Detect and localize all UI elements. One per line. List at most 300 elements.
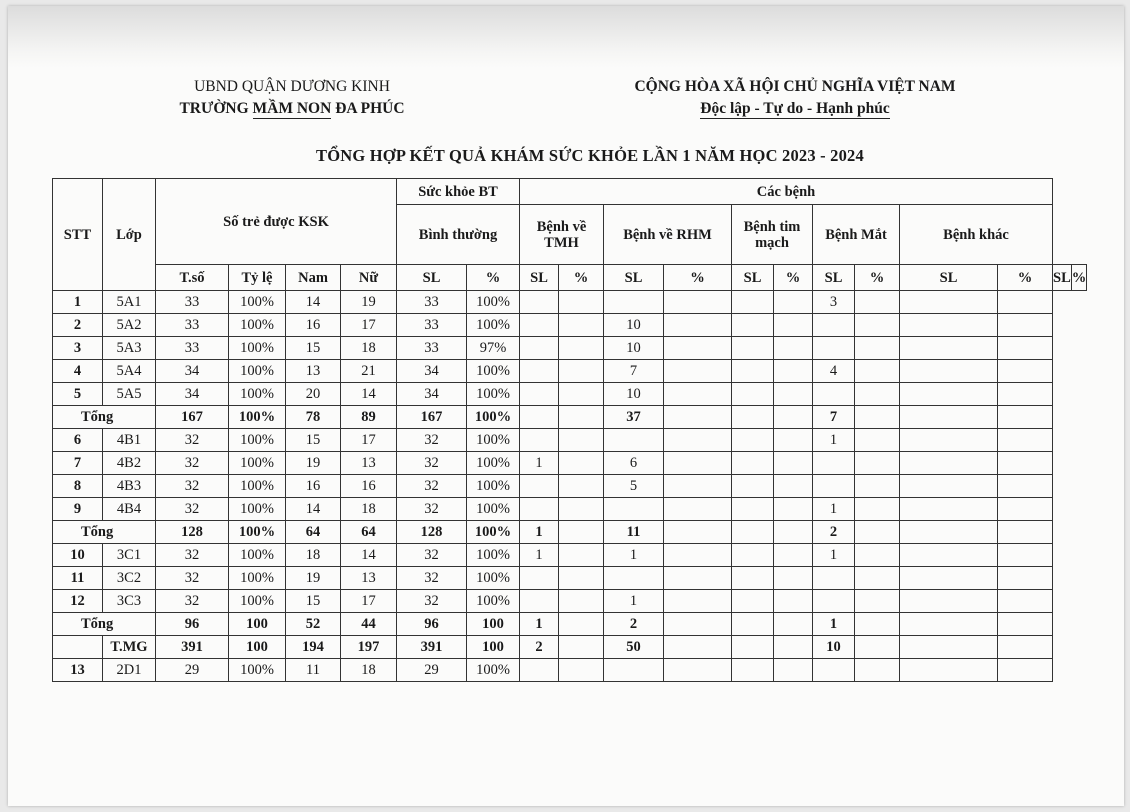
table-cell xyxy=(732,337,774,360)
table-cell xyxy=(732,429,774,452)
table-cell xyxy=(664,383,732,406)
table-row xyxy=(53,452,1087,475)
table-cell: 10 xyxy=(604,337,664,360)
table-cell: 100% xyxy=(229,429,286,452)
table-row xyxy=(53,406,1087,429)
table-cell xyxy=(855,498,900,521)
table-cell xyxy=(559,452,604,475)
table-cell xyxy=(998,659,1053,682)
table-cell: 100 xyxy=(467,636,520,659)
table-cell: 21 xyxy=(341,360,397,383)
table-cell: 4B2 xyxy=(103,452,156,475)
table-cell: 29 xyxy=(397,659,467,682)
table-cell: 33 xyxy=(156,291,229,314)
table-cell xyxy=(520,429,559,452)
table-cell xyxy=(900,659,998,682)
table-cell: 34 xyxy=(397,383,467,406)
table-cell: 89 xyxy=(341,406,397,429)
table-cell: 10 xyxy=(604,383,664,406)
table-cell: 34 xyxy=(397,360,467,383)
table-cell xyxy=(664,544,732,567)
table-cell xyxy=(774,429,813,452)
table-cell: 2 xyxy=(53,314,103,337)
table-cell xyxy=(559,636,604,659)
table-cell xyxy=(774,521,813,544)
table-cell: 4B1 xyxy=(103,429,156,452)
table-cell xyxy=(559,429,604,452)
table-cell: 18 xyxy=(286,544,341,567)
table-cell: 32 xyxy=(397,498,467,521)
table-cell xyxy=(813,659,855,682)
table-cell xyxy=(900,429,998,452)
col-header-skbt: Sức khỏe BT xyxy=(397,179,520,205)
table-cell xyxy=(900,521,998,544)
table-cell xyxy=(813,475,855,498)
table-cell: 19 xyxy=(341,291,397,314)
table-cell xyxy=(732,613,774,636)
table-cell: 32 xyxy=(397,475,467,498)
table-row xyxy=(53,659,1087,682)
table-cell xyxy=(732,383,774,406)
table-cell: 7 xyxy=(604,360,664,383)
table-cell xyxy=(900,383,998,406)
col-header-sl: SL xyxy=(813,265,855,291)
table-cell: 19 xyxy=(286,567,341,590)
table-cell xyxy=(774,659,813,682)
table-cell: 4B4 xyxy=(103,498,156,521)
table-cell: 32 xyxy=(397,567,467,590)
table-cell xyxy=(998,636,1053,659)
table-cell: 100% xyxy=(229,360,286,383)
table-cell xyxy=(855,360,900,383)
table-cell xyxy=(559,521,604,544)
table-cell: 1 xyxy=(813,544,855,567)
table-cell: 100% xyxy=(229,406,286,429)
table-cell: 32 xyxy=(156,429,229,452)
table-cell: 194 xyxy=(286,636,341,659)
table-cell: 17 xyxy=(341,429,397,452)
table-cell xyxy=(900,590,998,613)
table-cell xyxy=(855,659,900,682)
table-cell: 14 xyxy=(286,291,341,314)
table-cell: 17 xyxy=(341,314,397,337)
table-cell: 32 xyxy=(397,590,467,613)
table-cell: 100% xyxy=(229,291,286,314)
table-cell: 32 xyxy=(397,452,467,475)
table-cell xyxy=(604,291,664,314)
table-cell xyxy=(774,337,813,360)
table-cell: 5A5 xyxy=(103,383,156,406)
table-cell: 2 xyxy=(520,636,559,659)
col-header-rhm: Bệnh về RHM xyxy=(604,205,732,265)
table-cell xyxy=(664,636,732,659)
table-cell xyxy=(998,475,1053,498)
table-cell xyxy=(998,613,1053,636)
table-cell: 33 xyxy=(156,337,229,360)
table-cell xyxy=(900,475,998,498)
table-cell xyxy=(664,360,732,383)
table-cell: 100% xyxy=(229,567,286,590)
col-header-sl: SL xyxy=(1053,265,1072,291)
table-cell xyxy=(559,659,604,682)
table-cell xyxy=(732,475,774,498)
table-cell xyxy=(520,337,559,360)
table-cell xyxy=(520,498,559,521)
col-header-tyle: Tỷ lệ xyxy=(229,265,286,291)
table-cell xyxy=(732,291,774,314)
table-cell xyxy=(664,567,732,590)
table-cell: 100% xyxy=(467,406,520,429)
table-cell: 167 xyxy=(397,406,467,429)
table-cell: 7 xyxy=(813,406,855,429)
table-cell xyxy=(774,475,813,498)
table-row xyxy=(53,613,1087,636)
table-cell xyxy=(732,452,774,475)
table-cell: 3C2 xyxy=(103,567,156,590)
table-cell xyxy=(855,475,900,498)
col-header-pct: % xyxy=(774,265,813,291)
table-cell: 11 xyxy=(53,567,103,590)
table-cell xyxy=(664,429,732,452)
table-cell: 5A1 xyxy=(103,291,156,314)
table-cell: 32 xyxy=(397,544,467,567)
table-cell: 14 xyxy=(286,498,341,521)
table-cell: 15 xyxy=(286,429,341,452)
col-header-tim-mach: Bệnh tim mạch xyxy=(732,205,813,265)
table-cell: 2D1 xyxy=(103,659,156,682)
table-cell: 5 xyxy=(53,383,103,406)
table-cell: 32 xyxy=(156,544,229,567)
table-cell: 100% xyxy=(467,498,520,521)
table-cell: 100% xyxy=(467,475,520,498)
table-cell xyxy=(559,291,604,314)
table-cell: 5A3 xyxy=(103,337,156,360)
table-cell: Tổng xyxy=(53,613,156,636)
table-cell: 8 xyxy=(53,475,103,498)
table-cell xyxy=(664,406,732,429)
table-cell xyxy=(855,452,900,475)
table-cell xyxy=(664,659,732,682)
table-cell: 33 xyxy=(397,314,467,337)
table-cell: 78 xyxy=(286,406,341,429)
col-header-sl: SL xyxy=(604,265,664,291)
table-cell xyxy=(813,383,855,406)
table-cell xyxy=(998,291,1053,314)
table-cell: 100% xyxy=(467,291,520,314)
table-cell: 33 xyxy=(156,314,229,337)
table-cell: 32 xyxy=(156,590,229,613)
table-cell xyxy=(998,521,1053,544)
table-cell xyxy=(998,452,1053,475)
table-cell: 1 xyxy=(520,521,559,544)
table-row xyxy=(53,291,1087,314)
col-header-pct: % xyxy=(559,265,604,291)
table-cell: 32 xyxy=(156,567,229,590)
table-cell: 100% xyxy=(229,337,286,360)
table-cell xyxy=(559,406,604,429)
table-cell: 64 xyxy=(286,521,341,544)
table-cell xyxy=(664,613,732,636)
table-cell: 1 xyxy=(520,544,559,567)
table-row xyxy=(53,475,1087,498)
table-cell xyxy=(520,590,559,613)
document-title: TỔNG HỢP KẾT QUẢ KHÁM SỨC KHỎE LẦN 1 NĂM HỌC 2023 - 2024 xyxy=(316,146,864,165)
table-cell: 4B3 xyxy=(103,475,156,498)
table-cell: 15 xyxy=(286,337,341,360)
table-cell xyxy=(855,590,900,613)
table-cell xyxy=(664,452,732,475)
table-cell: 19 xyxy=(286,452,341,475)
col-header-pct: % xyxy=(467,265,520,291)
table-cell xyxy=(813,567,855,590)
table-cell xyxy=(732,636,774,659)
table-cell: 32 xyxy=(397,429,467,452)
table-cell: 100% xyxy=(229,498,286,521)
table-row xyxy=(53,337,1087,360)
col-header-sl: SL xyxy=(900,265,998,291)
table-cell: Tổng xyxy=(53,521,156,544)
table-cell: 32 xyxy=(156,498,229,521)
table-cell xyxy=(732,498,774,521)
table-cell: 5A2 xyxy=(103,314,156,337)
table-cell xyxy=(855,314,900,337)
table-cell: 13 xyxy=(53,659,103,682)
table-cell: 3 xyxy=(813,291,855,314)
col-header-pct: % xyxy=(998,265,1053,291)
table-cell: 3C1 xyxy=(103,544,156,567)
table-cell: 100% xyxy=(467,590,520,613)
table-cell: 128 xyxy=(156,521,229,544)
table-cell xyxy=(900,544,998,567)
table-cell xyxy=(732,659,774,682)
table-cell xyxy=(998,314,1053,337)
col-header-lop: Lớp xyxy=(103,179,156,291)
table-cell xyxy=(520,659,559,682)
table-cell: 1 xyxy=(520,452,559,475)
table-cell xyxy=(559,567,604,590)
table-cell xyxy=(732,544,774,567)
table-cell xyxy=(855,613,900,636)
table-cell: 32 xyxy=(156,452,229,475)
table-cell: 13 xyxy=(286,360,341,383)
table-cell xyxy=(900,314,998,337)
table-cell xyxy=(732,360,774,383)
table-cell xyxy=(774,406,813,429)
table-cell: 10 xyxy=(813,636,855,659)
table-cell: 100% xyxy=(467,659,520,682)
table-cell xyxy=(520,383,559,406)
table-cell xyxy=(998,567,1053,590)
table-cell xyxy=(900,452,998,475)
table-cell: 10 xyxy=(53,544,103,567)
table-cell: 2 xyxy=(813,521,855,544)
table-cell: 33 xyxy=(397,291,467,314)
table-cell: 1 xyxy=(53,291,103,314)
table-cell xyxy=(900,567,998,590)
table-cell xyxy=(900,498,998,521)
table-cell: 100% xyxy=(467,360,520,383)
table-cell xyxy=(774,383,813,406)
table-row xyxy=(53,521,1087,544)
table-cell: 33 xyxy=(397,337,467,360)
col-header-khac: Bệnh khác xyxy=(900,205,1053,265)
table-cell xyxy=(855,429,900,452)
table-cell: 1 xyxy=(813,429,855,452)
col-header-pct: % xyxy=(1071,265,1087,291)
table-cell: 100 xyxy=(229,613,286,636)
table-cell: 10 xyxy=(604,314,664,337)
table-cell xyxy=(813,590,855,613)
table-cell xyxy=(732,521,774,544)
table-cell: 16 xyxy=(341,475,397,498)
table-cell: 34 xyxy=(156,383,229,406)
table-cell xyxy=(604,659,664,682)
table-cell xyxy=(559,314,604,337)
table-cell: 96 xyxy=(397,613,467,636)
table-cell: 64 xyxy=(341,521,397,544)
table-cell xyxy=(520,360,559,383)
table-cell xyxy=(900,337,998,360)
table-cell: 6 xyxy=(53,429,103,452)
table-cell xyxy=(855,291,900,314)
table-cell xyxy=(998,360,1053,383)
table-cell: 100% xyxy=(229,314,286,337)
table-cell: 100 xyxy=(229,636,286,659)
table-cell: 7 xyxy=(53,452,103,475)
table-cell xyxy=(559,544,604,567)
table-cell: 100% xyxy=(229,521,286,544)
table-cell xyxy=(520,475,559,498)
table-cell: 100% xyxy=(229,590,286,613)
table-cell: 100% xyxy=(229,659,286,682)
table-cell xyxy=(774,590,813,613)
table-cell: 4 xyxy=(813,360,855,383)
table-cell: 29 xyxy=(156,659,229,682)
table-cell xyxy=(998,590,1053,613)
table-cell: 1 xyxy=(813,498,855,521)
table-cell: 18 xyxy=(341,659,397,682)
district-name: UBND QUẬN DƯƠNG KINH xyxy=(194,78,390,95)
table-cell: 18 xyxy=(341,337,397,360)
table-cell: 14 xyxy=(341,544,397,567)
col-header-ksk: Số trẻ được KSK xyxy=(156,179,397,265)
table-cell xyxy=(855,406,900,429)
table-cell xyxy=(774,636,813,659)
table-cell xyxy=(774,360,813,383)
col-header-nu: Nữ xyxy=(341,265,397,291)
table-cell: 167 xyxy=(156,406,229,429)
table-cell: 13 xyxy=(341,452,397,475)
table-cell: Tổng xyxy=(53,406,156,429)
table-cell: 16 xyxy=(286,475,341,498)
table-cell: 44 xyxy=(341,613,397,636)
table-cell: 20 xyxy=(286,383,341,406)
country-name: CỘNG HÒA XÃ HỘI CHỦ NGHĨA VIỆT NAM xyxy=(634,78,956,95)
table-cell: 197 xyxy=(341,636,397,659)
table-cell xyxy=(559,383,604,406)
table-cell: 14 xyxy=(341,383,397,406)
table-cell xyxy=(813,452,855,475)
col-header-tmh: Bệnh về TMH xyxy=(520,205,604,265)
table-cell xyxy=(998,498,1053,521)
table-cell: 2 xyxy=(604,613,664,636)
table-cell: 12 xyxy=(53,590,103,613)
national-header xyxy=(600,76,990,120)
table-cell: 100% xyxy=(467,521,520,544)
table-cell: 128 xyxy=(397,521,467,544)
table-cell: 34 xyxy=(156,360,229,383)
table-cell xyxy=(813,337,855,360)
table-cell xyxy=(813,314,855,337)
table-cell xyxy=(604,429,664,452)
table-cell: 52 xyxy=(286,613,341,636)
table-cell: 5 xyxy=(604,475,664,498)
col-header-sl: SL xyxy=(397,265,467,291)
table-cell xyxy=(998,406,1053,429)
table-row xyxy=(53,636,1087,659)
table-cell: 100% xyxy=(229,452,286,475)
table-row xyxy=(53,544,1087,567)
table-row xyxy=(53,590,1087,613)
table-cell: 97% xyxy=(467,337,520,360)
table-cell: 3 xyxy=(53,337,103,360)
table-cell: 96 xyxy=(156,613,229,636)
table-cell xyxy=(900,360,998,383)
table-cell: 100% xyxy=(467,544,520,567)
table-cell: 100% xyxy=(229,544,286,567)
table-row xyxy=(53,567,1087,590)
col-header-pct: % xyxy=(855,265,900,291)
table-cell xyxy=(855,383,900,406)
table-cell: 100% xyxy=(467,383,520,406)
table-cell xyxy=(900,291,998,314)
table-cell xyxy=(774,544,813,567)
table-cell: 100% xyxy=(467,314,520,337)
table-cell xyxy=(774,291,813,314)
table-cell: 1 xyxy=(604,590,664,613)
table-cell xyxy=(855,337,900,360)
col-header-sl: SL xyxy=(520,265,559,291)
table-row xyxy=(53,314,1087,337)
col-header-sl: SL xyxy=(732,265,774,291)
table-cell xyxy=(855,636,900,659)
table-cell xyxy=(604,567,664,590)
col-header-binh-thuong: Bình thường xyxy=(397,205,520,265)
table-cell: 6 xyxy=(604,452,664,475)
table-cell xyxy=(520,406,559,429)
table-cell xyxy=(732,314,774,337)
table-cell: 100% xyxy=(229,383,286,406)
table-cell xyxy=(774,567,813,590)
table-cell: 32 xyxy=(156,475,229,498)
table-cell: 1 xyxy=(604,544,664,567)
table-cell xyxy=(900,406,998,429)
table-cell xyxy=(559,613,604,636)
table-cell xyxy=(900,636,998,659)
table-cell xyxy=(774,613,813,636)
table-cell: 11 xyxy=(286,659,341,682)
health-results-table xyxy=(52,178,1087,682)
table-cell xyxy=(774,452,813,475)
table-cell xyxy=(732,590,774,613)
table-cell: 15 xyxy=(286,590,341,613)
table-cell xyxy=(998,337,1053,360)
table-cell: 1 xyxy=(520,613,559,636)
table-cell xyxy=(855,544,900,567)
table-cell xyxy=(774,498,813,521)
table-cell: 16 xyxy=(286,314,341,337)
table-cell: 100 xyxy=(467,613,520,636)
